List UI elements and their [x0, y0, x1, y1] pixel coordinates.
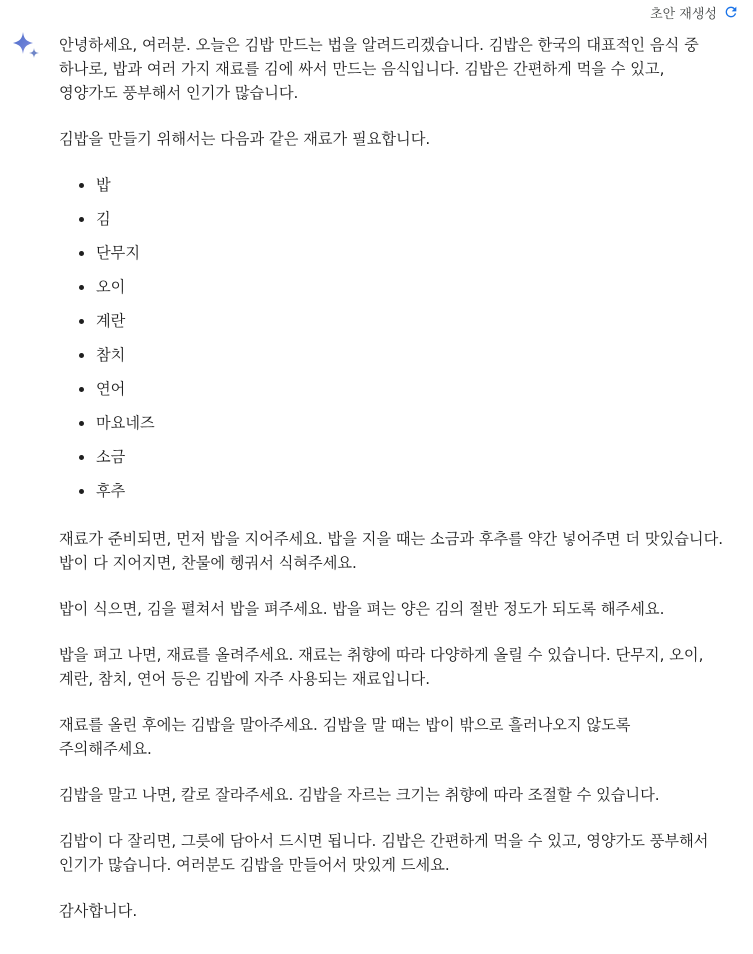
step-cook-rice-paragraph: 재료가 준비되면, 먼저 밥을 지어주세요. 밥을 지을 때는 소금과 후추를 약간 넣어주면 더 맛있습니다. 밥이 다 지어지면, 찬물에 헹궈서 식혀주세요.	[59, 530, 724, 572]
step-add-ingredients-paragraph: 밥을 펴고 나면, 재료를 올려주세요. 재료는 취향에 따라 다양하게 올릴 수 있습니다. 단무지, 오이, 계란, 참치, 연어 등은 김밥에 자주 사용되는 재료입니다.	[59, 646, 704, 688]
ingredient-item: 연어	[59, 377, 727, 411]
ingredient-item: 후추	[59, 479, 727, 513]
regenerate-draft-button[interactable]	[650, 0, 739, 24]
ingredient-item: 단무지	[59, 241, 727, 275]
ingredient-item: 소금	[59, 445, 727, 479]
ingredient-list	[59, 173, 727, 513]
intro-paragraph: 안녕하세요, 여러분. 오늘은 김밥 만드는 법을 알려드리겠습니다. 김밥은 한국의 대표적인 음식 중 하나로, 밥과 여러 가지 재료를 김에 싸서 만드는 음식입니다. 김밥은 간편하게 먹을 수 있고, 영양가도 풍부해서 인기가 많습니다.	[59, 36, 699, 102]
refresh-icon[interactable]	[723, 4, 739, 20]
ingredient-item: 참치	[59, 343, 727, 377]
step-cut-paragraph: 김밥을 말고 나면, 칼로 잘라주세요. 김밥을 자르는 크기는 취향에 따라 조절할 수 있습니다.	[59, 786, 660, 804]
step-spread-rice-paragraph: 밥이 식으면, 김을 펼쳐서 밥을 펴주세요. 밥을 펴는 양은 김의 절반 정도가 되도록 해주세요.	[59, 600, 665, 618]
ingredients-intro-paragraph: 김밥을 만들기 위해서는 다음과 같은 재료가 필요합니다.	[59, 130, 431, 148]
ingredient-item: 계란	[59, 309, 727, 343]
step-serve-paragraph: 김밥이 다 잘리면, 그릇에 담아서 드시면 됩니다. 김밥은 간편하게 먹을 수 있고, 영양가도 풍부해서 인기가 많습니다. 여러분도 김밥을 만들어서 맛있게 드세요.	[59, 832, 709, 874]
ingredient-item: 김	[59, 207, 727, 241]
closing-paragraph: 감사합니다.	[59, 902, 138, 920]
ingredient-item: 밥	[59, 173, 727, 207]
regenerate-draft-label: 초안 재생성	[650, 6, 717, 22]
response-content	[59, 33, 727, 923]
ingredient-item: 오이	[59, 275, 727, 309]
step-roll-paragraph: 재료를 올린 후에는 김밥을 말아주세요. 김밥을 말 때는 밥이 밖으로 흘러나오지 않도록 주의해주세요.	[59, 716, 631, 758]
ingredient-item: 마요네즈	[59, 411, 727, 445]
gemini-sparkle-icon	[11, 31, 41, 61]
